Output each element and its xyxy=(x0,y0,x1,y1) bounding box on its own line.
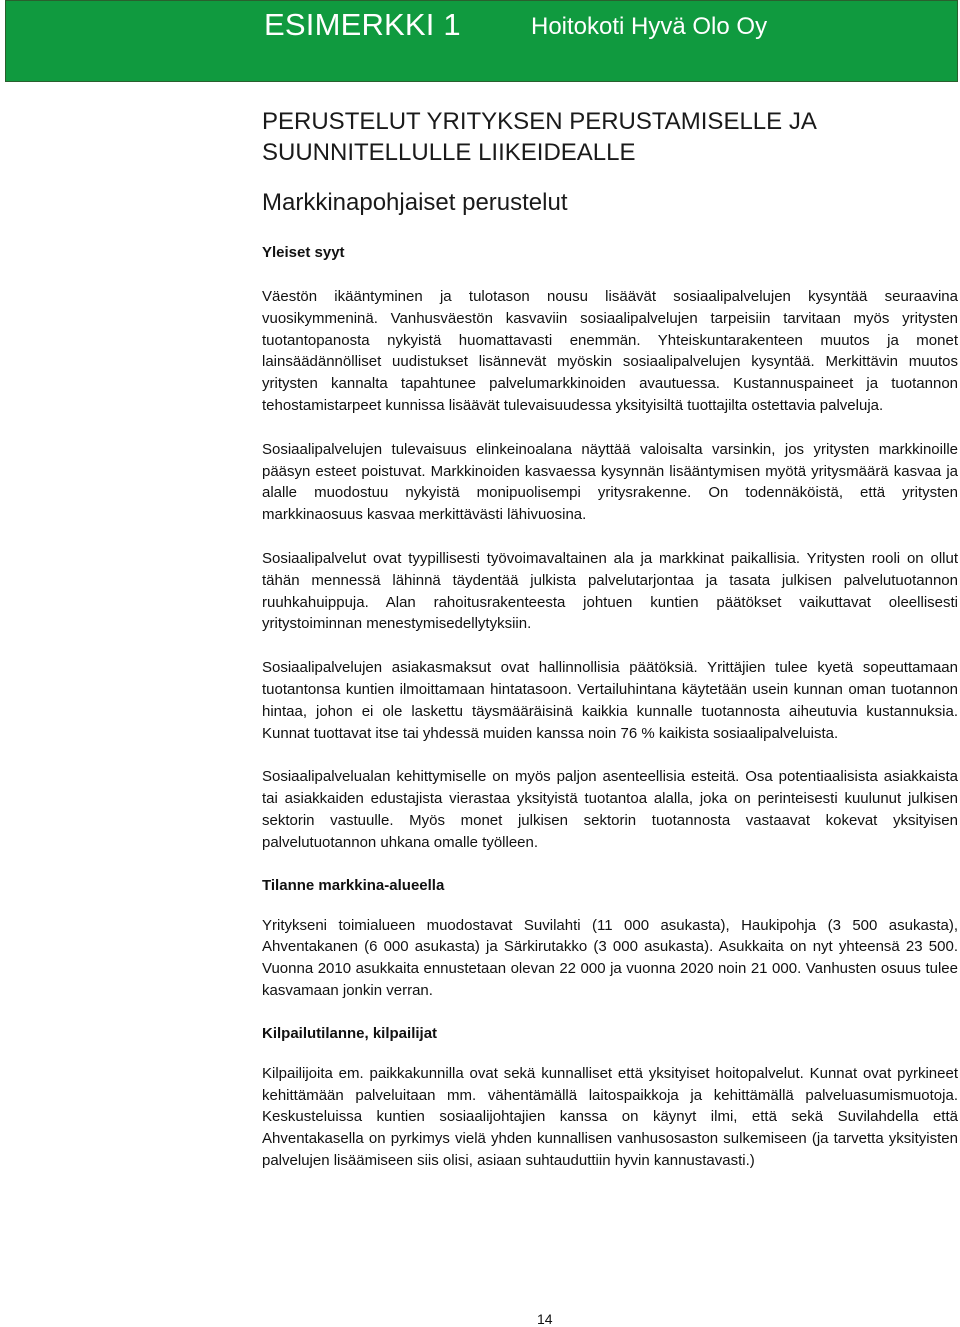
example-label: ESIMERKKI 1 xyxy=(264,7,461,42)
main-heading-line-1: PERUSTELUT YRITYKSEN PERUSTAMISELLE JA xyxy=(262,108,817,135)
page-number: 14 xyxy=(537,1311,553,1327)
main-heading-line-2: SUUNNITELLULLE LIIKEIDEALLE xyxy=(262,139,636,166)
subsection-title-general-reasons: Yleiset syyt xyxy=(262,244,345,261)
paragraph-5: Sosiaalipalvelualan kehittymiselle on myös paljon asenteellisia esteitä. Osa potentiaalisista asiakkaista tai asiakkaiden edustajista vierastaa yksityistä tuotantoa alalla, joka on perinteisesti kuulunut julkisen sektorin vastuulle. Myös monet julkisen sektorin tuotannosta vastaavat kokevat yksityisen palvelutuotannon uhkana omalle työlleen. xyxy=(262,768,958,851)
main-heading xyxy=(262,106,958,168)
subsection-title-market-situation: Tilanne markkina-alueella xyxy=(262,876,445,894)
paragraph-1: Väestön ikääntyminen ja tulotason nousu lisäävät sosiaalipalvelujen kysyntää seuraavina vuosikymmeninä. Vanhusväestön kasvaviin sosiaalipalvelujen tarpeisiin tarvitaan myös yritysten tuotantopanosta nykyistä huomattavasti enemmän. Yhteiskuntarakenteen muutos ja monet lainsäädännölliset uudistukset lisännevät myöskin sosiaalipalvelujen kysyntää. Merkittävin muutos yritysten kannalta tapahtunee palvelumarkkinoiden avautuessa. Kustannuspaineet ja tuotannon tehostamistarpeet kunnissa lisäävät tulevaisuudessa yksityisiltä tuottajilta ostettavia palveluja. xyxy=(262,288,958,414)
company-name: Hoitokoti Hyvä Olo Oy xyxy=(531,13,768,40)
document-body xyxy=(262,106,958,1172)
section-title-market-reasons: Markkinapohjaiset perustelut xyxy=(262,189,568,216)
competition-paragraph: Kilpailijoita em. paikkakunnilla ovat sekä kunnalliset että yksityiset hoitopalvelut. Kunnat ovat pyrkineet kehittämään palveluitaan mm. vähentämällä laitospaikkoja ja kehittämällä palveluasumismuotoja. Keskusteluissa kuntien sosiaalijohtajien kanssa on käynyt ilmi, että sekä Suvilahdella että Ahventakasella on pyrkimys vielä yhden kunnallisen vanhusosaston sulkemiseen (ja tarvetta yksityisten palvelujen lisäämiseen siis olisi, asiaan suhtauduttiin hyvin kannustavasti.) xyxy=(262,1064,958,1169)
header-banner xyxy=(5,0,958,82)
subsection-title-competition: Kilpailutilanne, kilpailijat xyxy=(262,1024,438,1042)
paragraph-4: Sosiaalipalvelujen asiakasmaksut ovat hallinnollisia päätöksiä. Yrittäjien tulee kyetä sopeuttamaan tuotantonsa kuntien ilmoittamaan hintatasoon. Vertailuhintana käytetään usein kunnan oman tuotannon hintaa, johon ei ole laskettu täysmääräisinä kaikkia kunnalle tuotannosta aiheutuvia kustannuksia. Kunnat tuottavat itse tai yhdessä muiden kanssa noin 76 % kaikista sosiaalipalveluista. xyxy=(262,659,958,742)
market-paragraph: Yritykseni toimialueen muodostavat Suvilahti (11 000 asukasta), Haukipohja (3 500 asukasta), Ahventakanen (6 000 asukasta) ja Särkirutakko (3 000 asukasta). Asukkaita on nyt yhteensä 23 500. Vuonna 2010 asukkaita ennustetaan olevan 22 000 ja vuonna 2020 noin 21 000. Vanhusten osuus tulee kasvamaan jonkin verran. xyxy=(262,916,958,999)
paragraph-3: Sosiaalipalvelut ovat tyypillisesti työvoimavaltainen ala ja markkinat paikallisia. Yritysten rooli on ollut tähän mennessä lähinnä täydentää julkista palvelutarjontaa ja tasata julkisen palvelutuotannon ruuhkahuippuja. Alan rahoitusrakenteesta johtuen kuntien päätökset vaikuttavat oleellisesti yritystoiminnan menestymisedellytyksiin. xyxy=(262,549,958,633)
paragraph-2: Sosiaalipalvelujen tulevaisuus elinkeinoalana näyttää valoisalta varsinkin, jos yritysten markkinoille pääsyn esteet poistuvat. Markkinoiden kasvaessa kysynnän lisääntymisen myötä yritysmäärä kasvaa ja alalle muodostuu nykyistä monipuolisempi yritysrakenne. On todennäköistä, että yritysten markkinaosuus kasvaa merkittävästi lähivuosina. xyxy=(262,440,958,524)
